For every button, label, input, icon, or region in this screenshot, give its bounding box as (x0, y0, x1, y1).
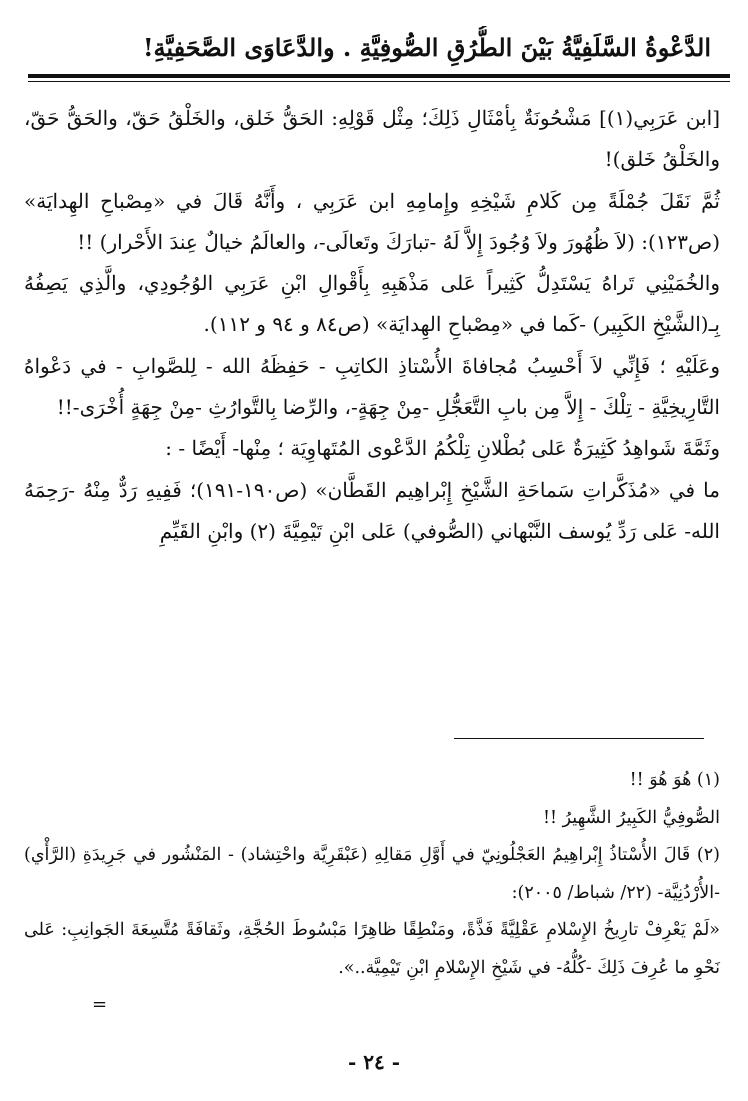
footnote: (١) هُوَ هُوَ !! (629, 770, 720, 790)
page-number: - ٢٤ - (347, 1050, 400, 1074)
footnote: الصُّوفِيُّ الكَبِيرُ الشَّهِيرُ !! (543, 807, 720, 828)
paragraph: ثُمَّ نَقَلَ جُمْلَةً مِن كَلامِ شَيْخِهِ وإِمامِهِ ابن عَرَبِي ، وأَنَّهُ قَالَ في «مِصْباحِ الهِدايَة» (ص١٢٣): (لاَ ظُهُورَ ولاَ وُجُودَ إِلاَّ لَهُ -تبارَكَ وتَعالَى-، والعالَمُ خيالٌ عِندَ الأَحْرار) !! (24, 188, 720, 254)
footnote: (٢) قَالَ الأُسْتاذُ إِبْراهِيمُ العَجْلُونِيّ في أَوَّلِ مَقالِهِ (عَبْقَرِيَّة واحْتِشاد) - المَنْشُور في جَرِيدَةِ (الرَّأْي) -الأُرْدُنِيَّة- (٢٢/ شباط/ ٢٠٠٥): (24, 845, 720, 903)
footnote-separator (454, 738, 704, 739)
header-rule-thin (28, 81, 730, 82)
paragraph: وعَلَيْهِ ؛ فَإِنِّي لاَ أَحْسِبُ مُجافاةَ الأُسْتاذِ الكاتِبِ - حَفِظَهُ الله - لِلصَّوابِ - في دَعْواهُ التَّارِيخِيَّةِ - تِلْكَ - إِلاَّ مِن بابِ التَّعَجُّلِ -مِنْ جِهَةٍ-، والرِّضا بِالتَّوارُثِ -مِنْ جِهَةٍ أُخْرَى-!! (24, 353, 720, 420)
paragraph: [ابن عَرَبِي(١)] مَشْحُونَةٌ بِأمْثَالِ ذَلِكَ؛ مِثْل قَوْلِهِ: الحَقُّ خَلق، والخَلْقُ حَقّ، والحَقُّ حَقّ، والخَلْقُ خَلق)! (24, 106, 720, 172)
running-header: الدَّعْوةُ السَّلَفِيَّةُ بَيْنَ الطُّرُقِ الصُّوفِيَّةِ . والدَّعَاوَى الصَّحَفِيَّةِ! (142, 33, 712, 62)
footnote-continuation-mark: = (92, 994, 108, 1015)
paragraph: ما في «مُذَكَّراتِ سَماحَةِ الشَّيْخِ إِبْراهِيم القَطَّان» (ص١٩٠-١٩١)؛ فَفِيهِ رَدٌّ مِنْهُ -رَحِمَهُ الله- عَلى رَدِّ يُوسف النَّبْهاني (الصُّوفي) عَلى ابْنِ تَيْمِيَّةَ (٢) وابْنِ القَيِّمِ (24, 477, 720, 543)
header-rule (28, 74, 730, 78)
footnote: «لَمْ يَعْرِفْ تارِيخُ الإِسْلامِ عَقْلِيَّةً فَذَّةً، ومَنْطِقًا ظاهِرًا مَبْسُوطَ الحُجَّةِ، وثَقافَةً مُتَّسِعَةَ الجَوانِبِ: عَلى نَحْوِ ما عُرِفَ ذَلِكَ -كُلُّهُ- في شَيْخِ الإِسْلامِ ابْنِ تَيْمِيَّة..». (24, 920, 720, 978)
paragraph: والخُمَيْنِي تَراهُ يَسْتَدِلُّ كَثِيراً عَلى مَذْهَبِهِ بِأَقْوالِ ابْنِ عَرَبِي الوُجُودِي، والَّذِي يَصِفُهُ بِـ(الشَّيْخِ الكَبِير) -كَما في «مِصْباحِ الهِدايَة» (ص٨٤ و ٩٤ و ١١٢). (24, 271, 720, 337)
footnotes (24, 762, 720, 987)
main-text (24, 98, 720, 552)
paragraph: وثَمَّةَ شَواهِدُ كَثِيرَةٌ عَلى بُطْلانِ تِلْكُمُ الدَّعْوى المُتَهاوِيَة ؛ مِنْها- أَيْضًا - : (165, 436, 720, 461)
